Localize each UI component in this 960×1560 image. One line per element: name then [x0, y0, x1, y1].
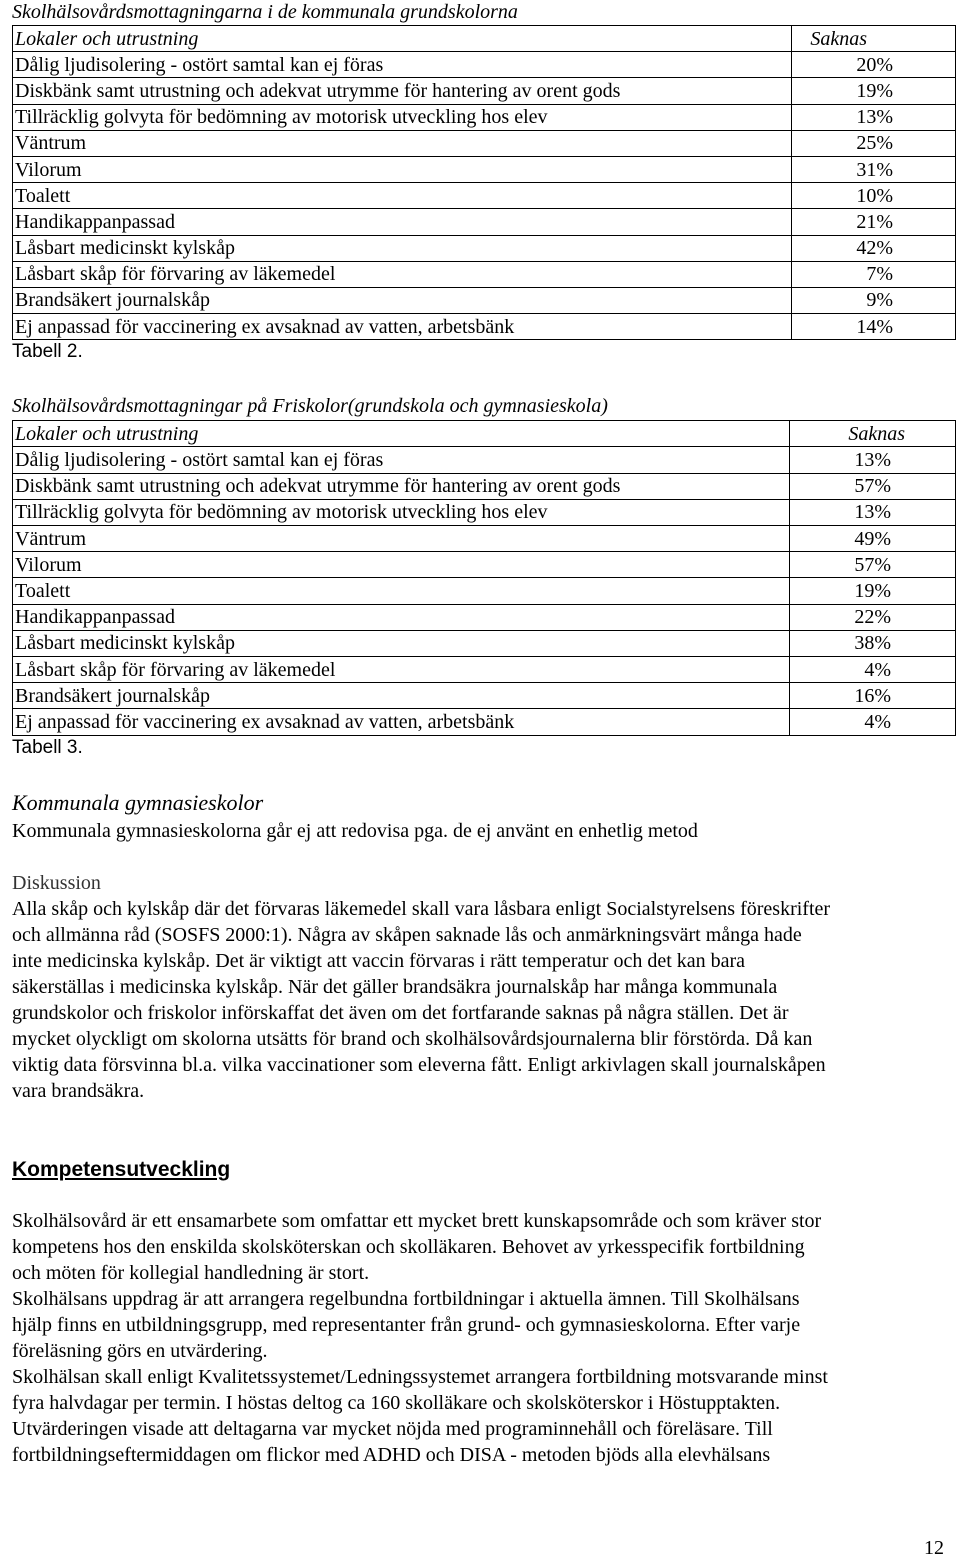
table2: [12, 25, 956, 340]
row-label: Låsbart medicinskt kylskåp: [13, 630, 790, 656]
table-row: [13, 314, 956, 340]
text-line: Alla skåp och kylskåp där det förvaras läkemedel skall vara låsbara enligt Socialstyrelsens föreskrifter: [12, 897, 831, 920]
row-label: Handikappanpassad: [13, 209, 792, 235]
kommunala-title: Kommunala gymnasieskolor: [12, 789, 264, 815]
table-row: [13, 499, 956, 525]
table-row: [13, 656, 956, 682]
row-value: 4%: [790, 709, 956, 735]
text-line: säkerställas i medicinska kylskåp. När det gäller brandsäkra journalskåp har många kommunala: [12, 975, 778, 998]
table-row: [13, 447, 956, 473]
row-label: Tillräcklig golvyta för bedömning av motorisk utveckling hos elev: [13, 104, 792, 130]
row-value: 31%: [792, 156, 956, 182]
table-row: [13, 235, 956, 261]
text-line: fortbildningseftermiddagen om flickor med ADHD och DISA - metoden bjöds alla elevhälsans: [12, 1443, 771, 1466]
row-label: Toalett: [13, 183, 792, 209]
table-row: [13, 104, 956, 130]
row-value: 14%: [792, 314, 956, 340]
header-label: Lokaler och utrustning: [13, 421, 790, 447]
text-line: grundskolor och friskolor införskaffat det även om det fortfarande saknas på några ställen. Det är: [12, 1001, 789, 1024]
table-row: [13, 130, 956, 156]
text-line: hjälp finns en utbildningsgrupp, med representanter från grund- och gymnasieskolorna. Efter varje: [12, 1313, 801, 1336]
row-label: Låsbart skåp för förvaring av läkemedel: [13, 656, 790, 682]
row-value: 21%: [792, 209, 956, 235]
table-row: [13, 78, 956, 104]
row-label: Väntrum: [13, 526, 790, 552]
table-row: [13, 183, 956, 209]
row-label: Väntrum: [13, 130, 792, 156]
row-value: 19%: [790, 578, 956, 604]
row-value: 13%: [790, 447, 956, 473]
text-line: Skolhälsan skall enligt Kvalitetssystemet/Ledningssystemet arrangera fortbildning motsvarande minst: [12, 1365, 828, 1388]
text-line: Skolhälsovård är ett ensamarbete som omfattar ett mycket brett kunskapsområde och som kräver stor: [12, 1209, 822, 1232]
row-label: Ej anpassad för vaccinering ex avsaknad av vatten, arbetsbänk: [13, 314, 792, 340]
table-row: [13, 52, 956, 78]
row-value: 57%: [790, 552, 956, 578]
table2-label: Tabell 2.: [12, 341, 83, 363]
table-row: [13, 578, 956, 604]
table3-header-row: [13, 421, 956, 447]
row-value: 20%: [792, 52, 956, 78]
row-label: Diskbänk samt utrustning och adekvat utrymme för hantering av orent gods: [13, 473, 790, 499]
row-label: Tillräcklig golvyta för bedömning av motorisk utveckling hos elev: [13, 499, 790, 525]
text-line: Skolhälsans uppdrag är att arrangera regelbundna fortbildningar i aktuella ämnen. Till Skolhälsans: [12, 1287, 800, 1310]
row-value: 22%: [790, 604, 956, 630]
diskussion-title: Diskussion: [12, 871, 101, 894]
table-row: [13, 261, 956, 287]
row-label: Diskbänk samt utrustning och adekvat utrymme för hantering av orent gods: [13, 78, 792, 104]
kompetens-heading: Kompetensutveckling: [12, 1157, 231, 1181]
table3-caption: Skolhälsovårdsmottagningar på Friskolor(grundskola och gymnasieskola): [12, 395, 608, 418]
row-value: 38%: [790, 630, 956, 656]
text-line: och möten för kollegial handledning är stort.: [12, 1261, 370, 1284]
table-row: [13, 604, 956, 630]
table-row: [13, 473, 956, 499]
kommunala-text: Kommunala gymnasieskolorna går ej att redovisa pga. de ej använt en enhetlig metod: [12, 819, 698, 842]
table2-header-row: [13, 26, 956, 52]
table-row: [13, 156, 956, 182]
row-value: 42%: [792, 235, 956, 261]
table-row: [13, 709, 956, 735]
table-row: [13, 526, 956, 552]
header-value: Saknas: [792, 26, 956, 52]
text-line: kompetens hos den enskilda skolsköterskan och skolläkaren. Behovet av yrkesspecifik fortbildning: [12, 1235, 805, 1258]
row-value: 13%: [792, 104, 956, 130]
page-number: 12: [924, 1537, 944, 1559]
row-label: Brandsäkert journalskåp: [13, 287, 792, 313]
row-label: Låsbart skåp för förvaring av läkemedel: [13, 261, 792, 287]
row-value: 4%: [790, 656, 956, 682]
row-value: 16%: [790, 683, 956, 709]
row-value: 7%: [792, 261, 956, 287]
table-row: [13, 630, 956, 656]
row-label: Brandsäkert journalskåp: [13, 683, 790, 709]
row-label: Dålig ljudisolering - ostört samtal kan ej föras: [13, 447, 790, 473]
row-value: 10%: [792, 183, 956, 209]
row-label: Toalett: [13, 578, 790, 604]
header-value: Saknas: [790, 421, 956, 447]
diskussion-body: [12, 896, 956, 1104]
table2-body: [13, 26, 956, 340]
text-line: och allmänna råd (SOSFS 2000:1). Några av skåpen saknade lås och anmärkningsvärt många hade: [12, 923, 802, 946]
text-line: Utvärderingen visade att deltagarna var mycket nöjda med programinnehåll och föreläsare. Till: [12, 1417, 773, 1440]
table3-label: Tabell 3.: [12, 736, 83, 758]
row-label: Dålig ljudisolering - ostört samtal kan ej föras: [13, 52, 792, 78]
row-label: Handikappanpassad: [13, 604, 790, 630]
document-page: [12, 0, 956, 1468]
text-line: vara brandsäkra.: [12, 1079, 145, 1102]
row-label: Låsbart medicinskt kylskåp: [13, 235, 792, 261]
row-label: Vilorum: [13, 156, 792, 182]
row-value: 19%: [792, 78, 956, 104]
row-value: 9%: [792, 287, 956, 313]
row-value: 25%: [792, 130, 956, 156]
table3-body: [13, 421, 956, 735]
table-row: [13, 209, 956, 235]
table2-caption: Skolhälsovårdsmottagningarna i de kommunala grundskolorna: [12, 1, 518, 23]
table-row: [13, 683, 956, 709]
row-label: Ej anpassad för vaccinering ex avsaknad av vatten, arbetsbänk: [13, 709, 790, 735]
text-line: mycket olyckligt om skolorna utsätts för brand och skolhälsovårdsjournalerna blir förstörda. Då kan: [12, 1027, 813, 1050]
row-label: Vilorum: [13, 552, 790, 578]
table-row: [13, 552, 956, 578]
row-value: 49%: [790, 526, 956, 552]
text-line: fyra halvdagar per termin. I höstas deltog ca 160 skolläkare och skolsköterskor i Höstupptakten.: [12, 1391, 781, 1414]
table-row: [13, 287, 956, 313]
row-value: 57%: [790, 473, 956, 499]
header-label: Lokaler och utrustning: [13, 26, 792, 52]
table3: [12, 420, 956, 735]
text-line: viktig data försvinna bl.a. vilka vaccinationer som eleverna fått. Enligt arkivlagen skall journalskåpen: [12, 1053, 826, 1076]
text-line: inte medicinska kylskåp. Det är viktigt att vaccin förvaras i rätt temperatur och det kan bara: [12, 949, 746, 972]
text-line: föreläsning görs en utvärdering.: [12, 1339, 268, 1362]
row-value: 13%: [790, 499, 956, 525]
kompetens-body: [12, 1208, 956, 1468]
